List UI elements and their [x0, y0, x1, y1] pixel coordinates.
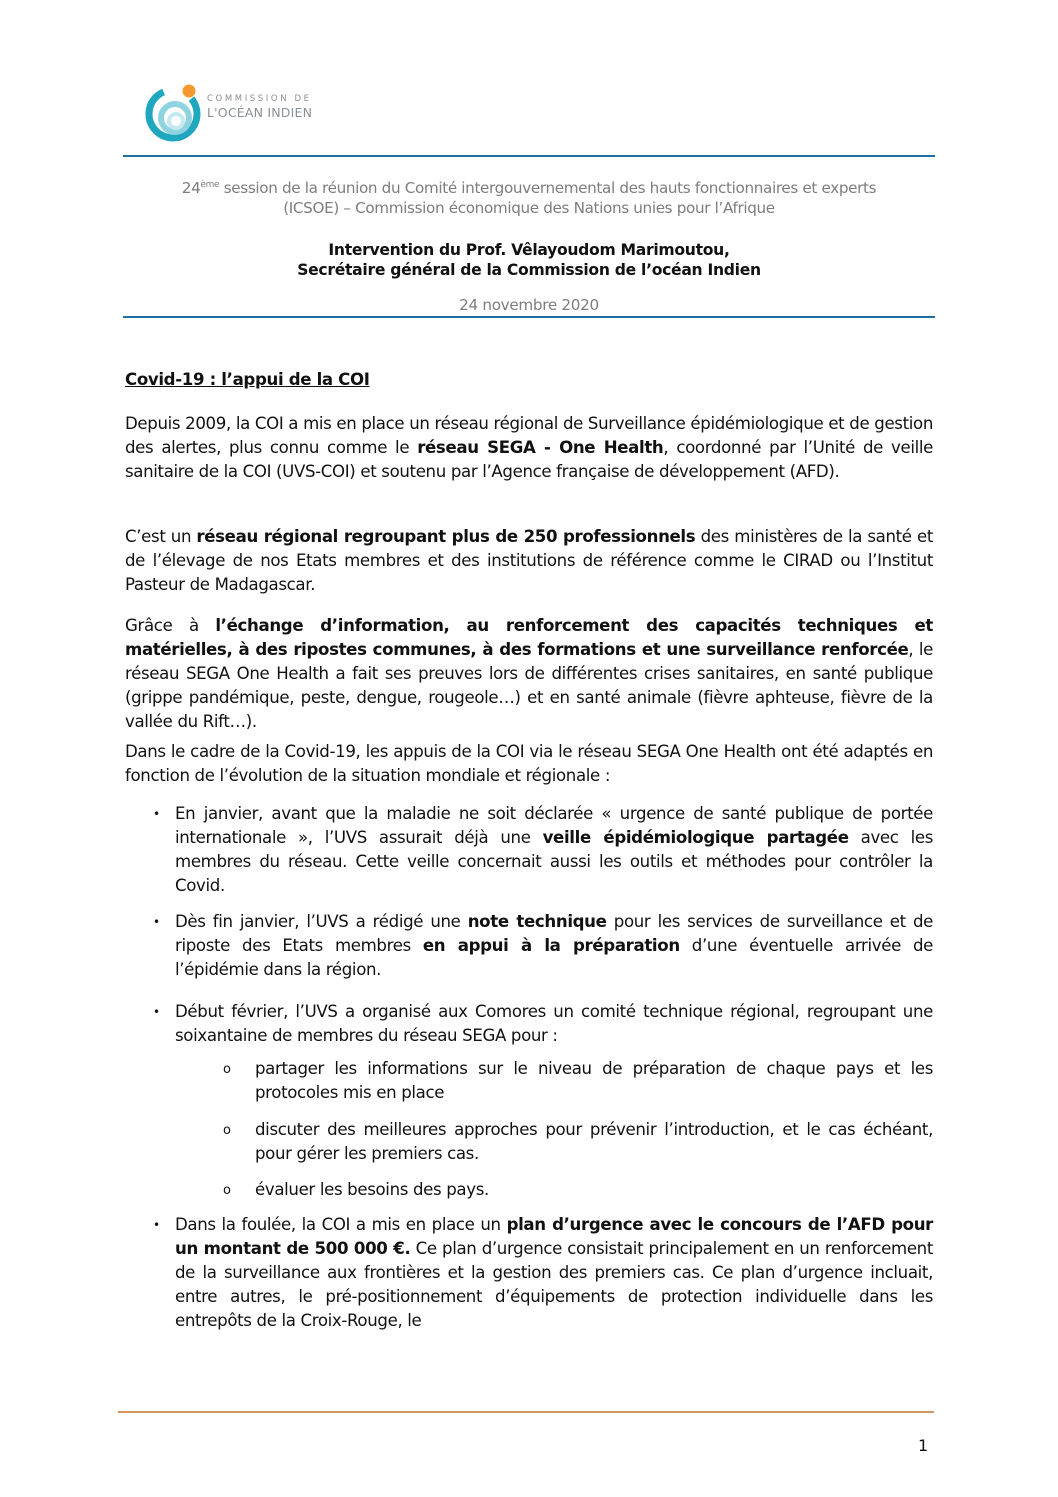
b1-bold: veille épidémiologique partagée	[542, 828, 849, 847]
sub-bullet-item-3	[205, 1178, 933, 1202]
bullet-icon: •	[153, 807, 160, 821]
footer-rule	[118, 1411, 934, 1413]
coi-logo-icon	[145, 78, 205, 144]
logo-line1: COMMISSION DE	[207, 94, 312, 104]
p1-text-a: Depuis 2009, la COI a mis en place un réseau régional de Surveillance épidémiologique et de gestion des alertes, plus connu comme le	[125, 414, 933, 457]
sub-bullet-3-text: évaluer les besoins des pays.	[255, 1180, 489, 1199]
bullet-item-4	[125, 1213, 933, 1333]
meeting-title	[123, 178, 935, 218]
b2-bold-2: en appui à la préparation	[422, 936, 680, 955]
p3-text-a: Grâce à	[125, 616, 216, 635]
bullet-item-1	[125, 802, 933, 898]
p2-text-c: des ministères de la santé et de l’élevage de nos Etats membres et des institutions de référence comme le CIRAD ou l’Institut Pasteur de Madagascar.	[125, 527, 933, 594]
bullet-icon: •	[153, 915, 160, 929]
b2-text-c: pour les services de surveillance et de riposte des Etats membres	[175, 912, 934, 955]
logo-line2: L'OCÉAN INDIEN	[207, 104, 313, 120]
coi-logo	[145, 78, 395, 144]
b3-text: Début février, l’UVS a organisé aux Comores un comité technique régional, regroupant une soixantaine de membres du réseau SEGA pour :	[175, 1002, 933, 1045]
sub-bullet-item-2	[205, 1118, 933, 1166]
b1-text-a: En janvier, avant que la maladie ne soit déclarée « urgence de santé publique de portée internationale », l’UVS assurait déjà une	[175, 804, 933, 847]
b4-text-a: Dans la foulée, la COI a mis en place un	[175, 1215, 507, 1234]
bullet-icon: •	[153, 1218, 160, 1232]
speaker-line1: Intervention du Prof. Vêlayoudom Marimoutou,	[328, 241, 730, 259]
sub-bullet-2-text: discuter des meilleures approches pour prévenir l’introduction, et le cas échéant, pour gérer les premiers cas.	[255, 1120, 933, 1163]
b4-bold: plan d’urgence avec le concours de l’AFD pour un montant de 500 000 €.	[175, 1215, 933, 1258]
sub-bullet-icon: o	[223, 1183, 231, 1198]
p2-bold: réseau régional regroupant plus de 250 professionnels	[196, 527, 696, 546]
b1-text-c: avec les membres du réseau. Cette veille concernait aussi les outils et méthodes pour contrôler la Covid.	[175, 828, 933, 895]
page-number: 1	[918, 1436, 929, 1455]
logo-wordmark	[207, 95, 312, 119]
sub-bullet-icon: o	[223, 1062, 231, 1077]
paragraph-3	[125, 614, 933, 734]
p1-text-c: , coordonné par l’Unité de veille sanitaire de la COI (UVS-COI) et soutenu par l’Agence française de développement (AFD).	[125, 438, 933, 481]
bullet-item-3	[125, 1000, 933, 1048]
sub-bullet-1-text: partager les informations sur le niveau de préparation de chaque pays et les protocoles mis en place	[255, 1059, 933, 1102]
p1-bold: réseau SEGA - One Health	[417, 438, 664, 457]
meeting-ordinal-suffix: ème	[200, 180, 220, 190]
speaker-line2: Secrétaire général de la Commission de l’océan Indien	[297, 261, 761, 279]
document-date: 24 novembre 2020	[459, 296, 599, 314]
paragraph-2	[125, 525, 933, 597]
p2-text-a: C’est un	[125, 527, 197, 546]
bullet-item-2	[125, 910, 933, 982]
p3-bold: l’échange d’information, au renforcement des capacités techniques et matérielles, à des ripostes communes, à des formations et une surveillance renforcée	[125, 616, 933, 659]
meeting-line2: (ICSOE) – Commission économique des Nations unies pour l’Afrique	[283, 199, 775, 217]
sub-bullet-icon: o	[223, 1123, 231, 1138]
p3-text-c: , le réseau SEGA One Health a fait ses preuves lors de différentes crises sanitaires, en santé publique (grippe pandémique, peste, dengue, rougeole…) et en santé animale (fièvre aphteuse, fièvre de la vallée du Rift…).	[125, 640, 933, 731]
speaker-block	[123, 240, 935, 280]
meeting-ordinal: 24	[181, 179, 201, 197]
sub-bullet-item-1	[205, 1057, 933, 1105]
b2-text-a: Dès fin janvier, l’UVS a rédigé une	[175, 912, 468, 931]
header-bottom-rule	[123, 316, 935, 318]
b2-bold-1: note technique	[467, 912, 607, 931]
header-top-rule	[123, 155, 935, 157]
section-title: Covid-19 : l’appui de la COI	[125, 370, 370, 389]
bullet-icon: •	[153, 1005, 160, 1019]
meeting-line1: session de la réunion du Comité intergouvernemental des hauts fonctionnaires et experts	[219, 179, 877, 197]
b2-text-e: d’une éventuelle arrivée de l’épidémie dans la région.	[175, 936, 933, 979]
b4-text-c: Ce plan d’urgence consistait principalement en un renforcement de la surveillance aux frontières et la gestion des premiers cas. Ce plan d’urgence incluait, entre autres, le pré-positionnement d’équipements de protection individuelle dans les entrepôts de la Croix-Rouge, le	[175, 1239, 934, 1330]
paragraph-1	[125, 412, 933, 484]
p4-text: Dans le cadre de la Covid-19, les appuis de la COI via le réseau SEGA One Health ont été adaptés en fonction de l’évolution de la situation mondiale et régionale :	[125, 742, 933, 785]
paragraph-4	[125, 740, 933, 788]
